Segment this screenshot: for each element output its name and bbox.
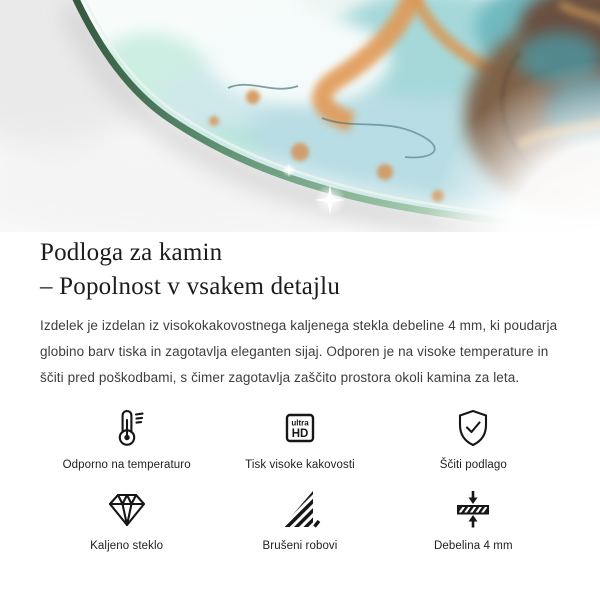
feature-print-quality (213, 405, 386, 471)
thickness-4mm-icon (451, 486, 495, 532)
features-grid (40, 405, 560, 552)
glass-disc-illustration (0, 0, 600, 232)
brushed-edges-icon (278, 486, 322, 532)
feature-label: Ščiti podlago (439, 459, 507, 471)
feature-label: Tisk visoke kakovosti (245, 459, 355, 471)
feature-label: Brušeni robovi (262, 540, 338, 552)
corner-fade (330, 40, 600, 232)
product-description: Izdelek je izdelan iz visokokakovostnega kaljenega stekla debeline 4 mm, ki poudarja globino barv tiska in zagotavlja eleganten sijaj. Odporen je na visoke temperature in ščiti pred poškodbami, s čimer zagotavlja zaščito prostora okoli kamina za leta. (40, 318, 558, 385)
feature-protects (387, 405, 560, 471)
title-line-1: Podloga za kamin (40, 239, 223, 266)
feature-polished-edges (213, 486, 386, 552)
feature-label: Kaljeno steklo (90, 540, 164, 552)
product-image (0, 0, 600, 232)
svg-text:ultra: ultra (291, 418, 309, 428)
content-area (0, 236, 600, 552)
feature-tempered-glass (40, 486, 213, 552)
feature-label: Debelina 4 mm (434, 540, 513, 552)
diamond-icon (105, 486, 149, 532)
sparkle-icon (314, 184, 346, 216)
feature-temperature (40, 405, 213, 471)
shield-check-icon (451, 405, 495, 451)
ultra-hd-icon (278, 405, 322, 451)
sparkle-icon-small (282, 163, 296, 177)
thermometer-icon (105, 405, 149, 451)
title-line-2: – Popolnost v vsakem detajlu (40, 273, 341, 300)
feature-label: Odporno na temperaturo (62, 459, 191, 471)
feature-thickness (387, 486, 560, 552)
svg-text:HD: HD (291, 428, 309, 440)
page-title (40, 236, 560, 304)
